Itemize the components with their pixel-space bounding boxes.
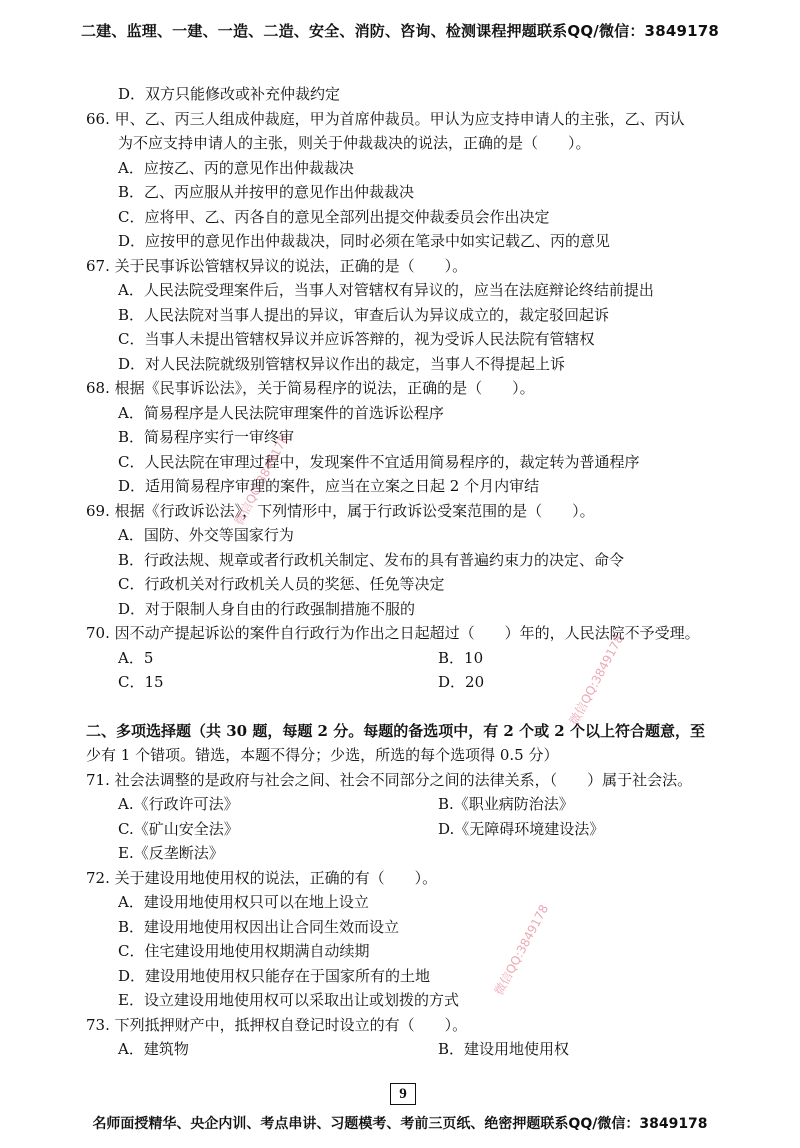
- watermark: 微信QQ:3849178: [231, 432, 292, 528]
- option-a: A．5: [118, 648, 154, 667]
- option-b: B.《职业病防治法》: [438, 795, 574, 813]
- option-line: D．建设用地使用权只能存在于国家所有的土地: [118, 966, 431, 985]
- document-body: [86, 82, 766, 1062]
- option-c: C．15: [118, 673, 164, 691]
- option-b: B．10: [438, 648, 484, 667]
- option-line: A．国防、外交等国家行为: [118, 526, 294, 544]
- option-line: A．建设用地使用权只可以在地上设立: [118, 893, 369, 911]
- option-line: B．人民法院对当事人提出的异议，审查后认为异议成立的，裁定驳回起诉: [118, 305, 610, 324]
- option-e: E.《反垄断法》: [118, 844, 224, 862]
- option-row: [86, 1037, 766, 1062]
- option-line: A．应按乙、丙的意见作出仲裁裁决: [118, 158, 354, 177]
- option-line: C．行政机关对行政机关人员的奖惩、任免等决定: [118, 575, 445, 593]
- question-73-stem: 73. 下列抵押财产中，抵押权自登记时设立的有（ ）。: [86, 1015, 468, 1034]
- option-line: C．人民法院在审理过程中，发现案件不宜适用简易程序的，裁定转为普通程序: [118, 452, 640, 471]
- option-row: [86, 817, 766, 842]
- option-row: [86, 792, 766, 817]
- option-line: C．住宅建设用地使用权期满自动续期: [118, 942, 370, 960]
- option-a: A.《行政许可法》: [118, 795, 239, 813]
- option-line: D．双方只能修改或补充仲裁约定: [118, 85, 341, 103]
- page-header: 二建、监理、一建、一造、二造、安全、消防、咨询、检测课程押题联系QQ/微信：3849178: [80, 22, 720, 40]
- option-row: [86, 646, 766, 671]
- option-d: D.《无障碍环境建设法》: [438, 819, 605, 838]
- option-a: A．建筑物: [118, 1040, 189, 1058]
- question-72-stem: 72. 关于建设用地使用权的说法，正确的有（ ）。: [86, 868, 438, 887]
- option-line: B．行政法规、规章或者行政机关制定、发布的具有普遍约束力的决定、命令: [118, 550, 625, 569]
- option-line: D．对人民法院就级别管辖权异议作出的裁定，当事人不得提起上诉: [118, 354, 566, 373]
- option-b: B．建设用地使用权: [438, 1040, 570, 1058]
- option-row: [86, 670, 766, 695]
- option-line: D．应按甲的意见作出仲裁裁决，同时必须在笔录中如实记载乙、丙的意见: [118, 232, 611, 250]
- option-c: C.《矿山安全法》: [118, 819, 239, 838]
- question-66-stem: 66. 甲、乙、丙三人组成仲裁庭，甲为首席仲裁员。甲认为应支持申请人的主张，乙、丙认: [86, 109, 685, 128]
- option-line: A．简易程序是人民法院审理案件的首选诉讼程序: [118, 403, 444, 422]
- page-number: 9: [390, 1083, 416, 1105]
- page-footer: 名师面授精华、央企内训、考点串讲、习题模考、考前三页纸、绝密押题联系QQ/微信：3849178: [92, 1116, 708, 1132]
- option-line: D．对于限制人身自由的行政强制措施不服的: [118, 599, 416, 618]
- option-d: D．20: [438, 673, 485, 691]
- question-71-stem: 71. 社会法调整的是政府与社会之间、社会不同部分之间的法律关系，（ ）属于社会法。: [86, 770, 693, 789]
- question-66-stem-cont: 为不应支持申请人的主张，则关于仲裁裁决的说法，正确的是（ ）。: [118, 134, 591, 152]
- section-2-heading-cont: 少有 1 个错项。错选，本题不得分；少选，所选的每个选项得 0.5 分）: [86, 746, 559, 764]
- question-69-stem: 69. 根据《行政诉讼法》，下列情形中，属于行政诉讼受案范围的是（ ）。: [86, 501, 595, 520]
- question-70-stem: 70. 因不动产提起诉讼的案件自行政行为作出之日起超过（ ）年的，人民法院不予受理。: [86, 624, 700, 642]
- option-line: D．适用简易程序审理的案件，应当在立案之日起 2 个月内审结: [118, 477, 540, 495]
- option-line: C．当事人未提出管辖权异议并应诉答辩的，视为受诉人民法院有管辖权: [118, 330, 595, 348]
- watermark: 微信QQ:3849178: [491, 902, 552, 998]
- option-line: E．设立建设用地使用权可以采取出让或划拨的方式: [118, 991, 459, 1009]
- question-67-stem: 67. 关于民事诉讼管辖权异议的说法，正确的是（ ）。: [86, 256, 468, 275]
- option-line: B．简易程序实行一审终审: [118, 428, 295, 446]
- option-line: A．人民法院受理案件后，当事人对管辖权有异议的，应当在法庭辩论终结前提出: [118, 281, 654, 299]
- option-line: C．应将甲、乙、丙各自的意见全部列出提交仲裁委员会作出决定: [118, 207, 550, 226]
- question-68-stem: 68. 根据《民事诉讼法》，关于简易程序的说法，正确的是（ ）。: [86, 379, 535, 397]
- option-line: B．乙、丙应服从并按甲的意见作出仲裁裁决: [118, 183, 415, 201]
- watermark: 微信QQ:3849178: [566, 632, 627, 728]
- section-2-heading: 二、多项选择题（共 30 题，每题 2 分。每题的备选项中，有 2 个或 2 个以上符合题意，至: [86, 721, 705, 740]
- option-line: B．建设用地使用权因出让合同生效而设立: [118, 917, 400, 936]
